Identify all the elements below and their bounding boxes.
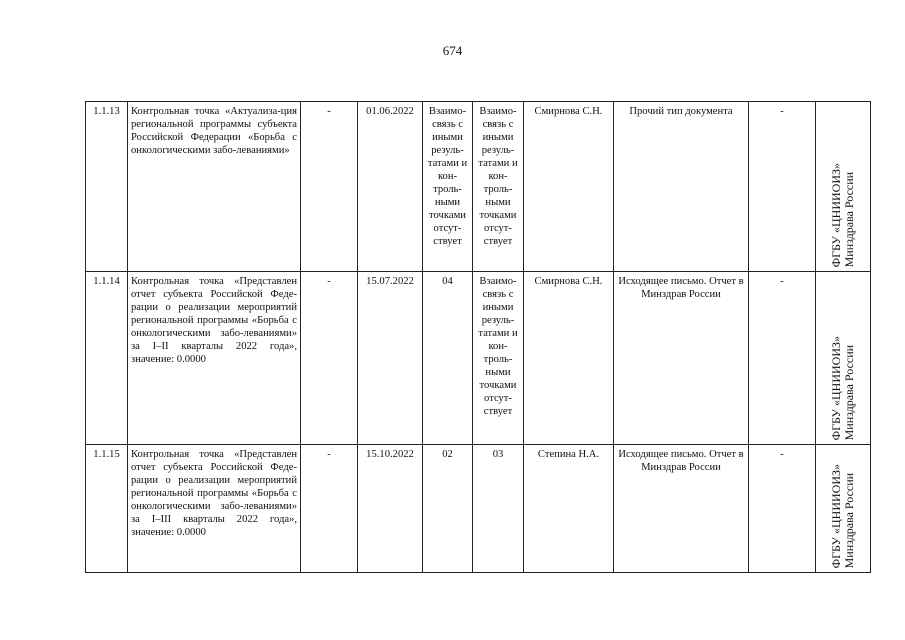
cell-line: ствует (483, 406, 513, 417)
organization-line: ФГБУ «ЦНИИОИЗ» (829, 162, 843, 267)
responsible-organization (816, 272, 871, 445)
cell-line: кон- (437, 171, 458, 182)
cell-line: ными (485, 367, 511, 378)
organization-line: Минздрава России (842, 344, 856, 440)
row-number: 1.1.14 (86, 272, 128, 445)
table-row (86, 445, 871, 573)
organization-line: Минздрава России (842, 171, 856, 267)
control-point-description: Контрольная точка «Актуализа-ция региональной программы субъекта Российской Федерации «Борьба с онкологическими забо-леваниями» (128, 102, 301, 272)
successor-links (473, 445, 524, 573)
empty-value-cell: - (749, 272, 816, 445)
document-type: Прочий тип документа (614, 102, 749, 272)
cell-line: татами и (478, 158, 518, 169)
control-point-description: Контрольная точка «Представлен отчет субъекта Российской Феде-рации о реализации мероприятий региональной программы «Борьба с онкологическими забо-леваниями» за I–II кварталы 2022 года», значение: 0.0000 (128, 272, 301, 445)
organization-vertical-text (830, 464, 856, 568)
responsible-organization (816, 102, 871, 272)
predecessor-links (423, 445, 473, 573)
empty-value-cell: - (301, 102, 358, 272)
cell-line: ными (434, 197, 461, 208)
cell-line: кон- (488, 341, 508, 352)
cell-line: Взаимо- (428, 106, 467, 117)
deadline-date: 01.06.2022 (358, 102, 423, 272)
cell-line: ствует (483, 236, 513, 247)
table-row (86, 272, 871, 445)
successor-links (473, 102, 524, 272)
cell-line: троль- (483, 354, 513, 365)
cell-line: отсут- (433, 223, 462, 234)
cell-line: связь с (432, 119, 463, 130)
predecessor-links (423, 272, 473, 445)
cell-line: кон- (488, 171, 508, 182)
empty-value-cell: - (301, 445, 358, 573)
cell-line: связь с (482, 119, 514, 130)
cell-line: резуль- (481, 315, 515, 326)
control-points-table (85, 101, 871, 573)
document-type: Исходящее письмо. Отчет в Минздрав России (614, 272, 749, 445)
empty-value-cell: - (749, 445, 816, 573)
cell-line: 02 (442, 449, 453, 460)
cell-line: отсут- (484, 223, 512, 234)
cell-line: точками (479, 210, 517, 221)
empty-value-cell: - (749, 102, 816, 272)
organization-vertical-text (830, 163, 856, 267)
predecessor-links (423, 102, 473, 272)
cell-line: точками (479, 380, 517, 391)
cell-line: ствует (433, 236, 462, 247)
responsible-person: Смирнова С.Н. (524, 272, 614, 445)
row-number: 1.1.15 (86, 445, 128, 573)
cell-line: ными (485, 197, 511, 208)
table-body (86, 102, 871, 573)
control-point-description: Контрольная точка «Представлен отчет субъекта Российской Феде-рации о реализации мероприятий региональной программы «Борьба с онкологическими забо-леваниями» за I–III кварталы 2022 года», значение: 0.0000 (128, 445, 301, 573)
page-number: 674 (442, 43, 463, 58)
cell-line: точками (429, 210, 466, 221)
organization-line: Минздрава России (842, 472, 856, 568)
responsible-person: Смирнова С.Н. (524, 102, 614, 272)
cell-line: Взаимо- (479, 106, 517, 117)
deadline-date: 15.10.2022 (358, 445, 423, 573)
cell-line: Взаимо- (479, 276, 517, 287)
deadline-date: 15.07.2022 (358, 272, 423, 445)
cell-line: отсут- (484, 393, 512, 404)
cell-line: 03 (492, 449, 504, 460)
organization-vertical-text (830, 336, 856, 440)
successor-links (473, 272, 524, 445)
responsible-organization (816, 445, 871, 573)
cell-line: троль- (433, 184, 462, 195)
table-row (86, 102, 871, 272)
row-number: 1.1.13 (86, 102, 128, 272)
cell-line: татами и (427, 158, 468, 169)
cell-line: 04 (442, 276, 453, 287)
cell-line: связь с (482, 289, 514, 300)
cell-line: иными (482, 132, 514, 143)
cell-line: татами и (478, 328, 518, 339)
cell-line: иными (432, 132, 463, 143)
responsible-person: Степина Н.А. (524, 445, 614, 573)
cell-line: резуль- (431, 145, 464, 156)
empty-value-cell: - (301, 272, 358, 445)
cell-line: троль- (483, 184, 513, 195)
cell-line: резуль- (481, 145, 515, 156)
cell-line: иными (482, 302, 514, 313)
document-type: Исходящее письмо. Отчет в Минздрав России (614, 445, 749, 573)
organization-line: ФГБУ «ЦНИИОИЗ» (829, 335, 843, 440)
organization-line: ФГБУ «ЦНИИОИЗ» (829, 463, 843, 568)
